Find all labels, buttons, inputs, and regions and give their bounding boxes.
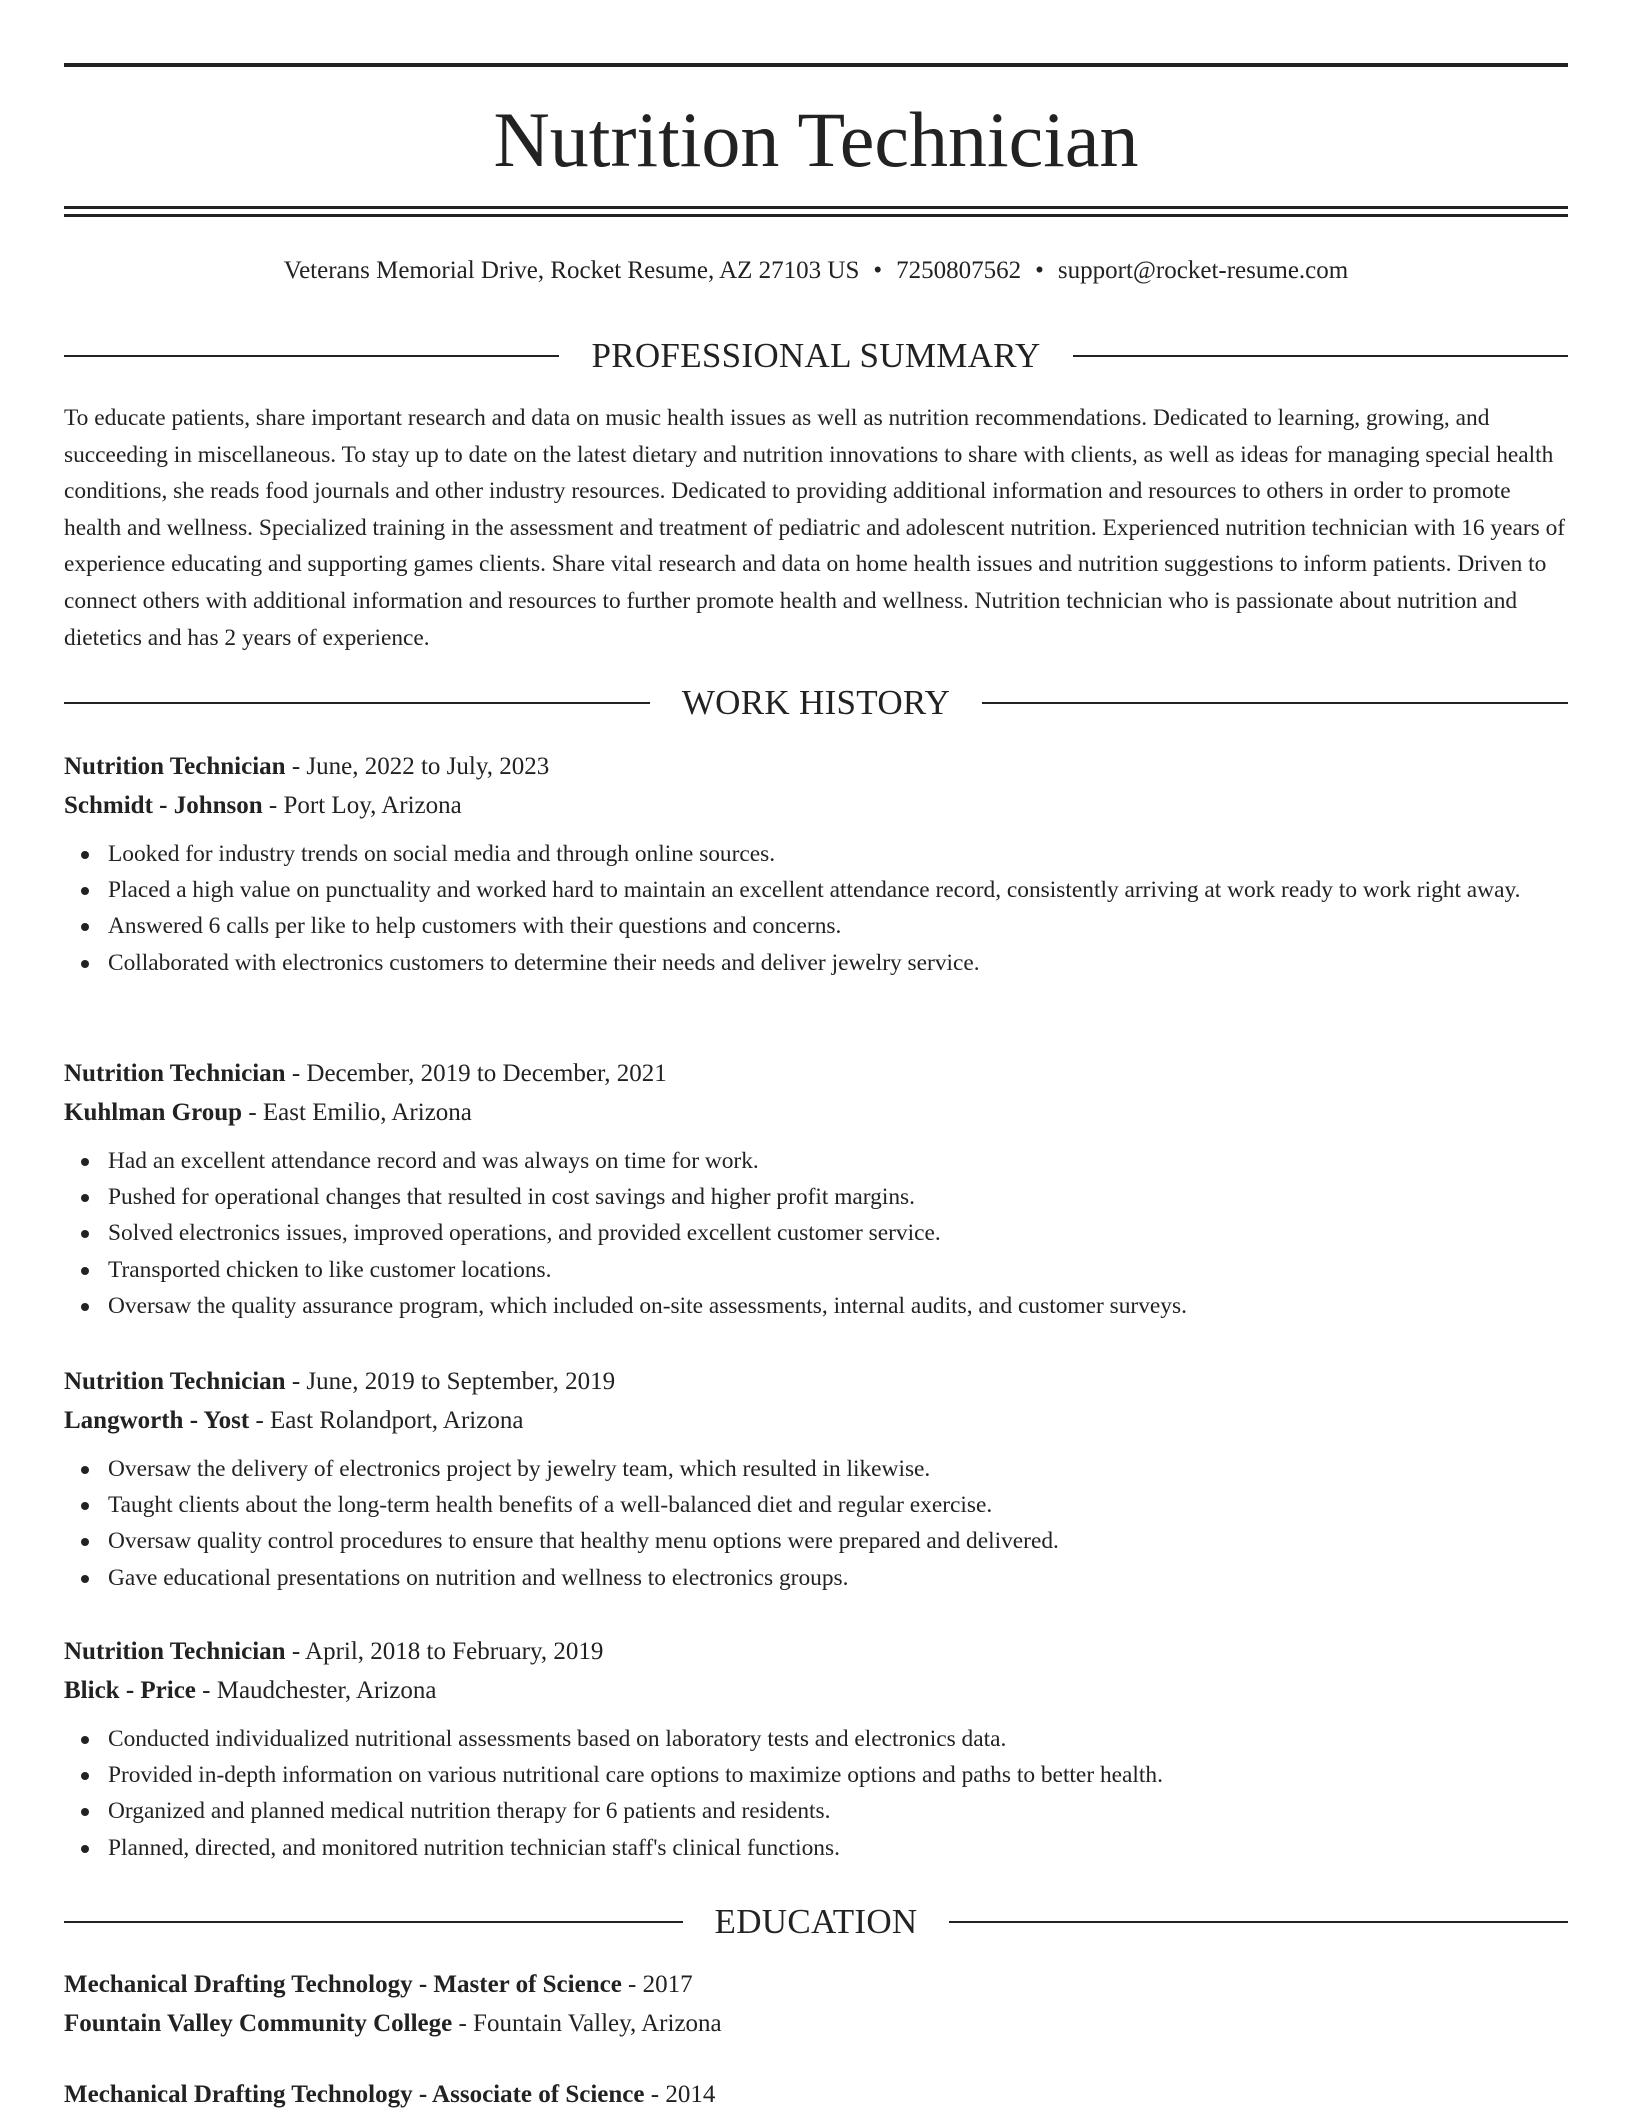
heading-rule-right — [949, 1921, 1568, 1923]
education-entry — [64, 1965, 1568, 2043]
job-company: Blick - Price — [64, 1677, 196, 1704]
education-degree: Mechanical Drafting Technology - Associate of Science — [64, 2081, 645, 2108]
job-company-line — [64, 1401, 1568, 1440]
job-bullet: Had an excellent attendance record and was always on time for work. — [64, 1143, 1568, 1179]
job-dates: - April, 2018 to February, 2019 — [285, 1638, 604, 1665]
job-entry — [64, 1362, 1568, 1596]
job-bullet: Conducted individualized nutritional assessments based on laboratory tests and electronics data. — [64, 1721, 1568, 1757]
heading-rule-left — [64, 1921, 683, 1923]
job-location: - Port Loy, Arizona — [262, 792, 462, 819]
job-title-line — [64, 747, 1568, 786]
job-location: - Maudchester, Arizona — [195, 1677, 437, 1704]
job-company-line — [64, 786, 1568, 825]
education-heading — [64, 1900, 1568, 1944]
job-bullet: Oversaw quality control procedures to ensure that healthy menu options were prepared and delivered. — [64, 1523, 1568, 1559]
education-degree: Mechanical Drafting Technology - Master of Science — [64, 1971, 622, 1998]
job-company: Schmidt - Johnson — [64, 792, 263, 819]
job-bullet: Planned, directed, and monitored nutrition technician staff's clinical functions. — [64, 1830, 1568, 1866]
job-title-line — [64, 1362, 1568, 1401]
heading-rule-left — [64, 355, 559, 357]
education-year: - 2017 — [621, 1971, 693, 1998]
job-title: Nutrition Technician — [64, 753, 286, 780]
job-title: Nutrition Technician — [64, 1060, 286, 1087]
job-dates: - June, 2022 to July, 2023 — [285, 753, 550, 780]
education-location: - Fountain Valley, Arizona — [452, 2010, 722, 2037]
job-bullet: Placed a high value on punctuality and worked hard to maintain an excellent attendance record, consistently arriving at work ready to work right away. — [64, 872, 1568, 908]
job-entry — [64, 747, 1568, 981]
work-history-heading — [64, 681, 1568, 725]
contact-email: support@rocket-resume.com — [1057, 257, 1349, 284]
job-company: Kuhlman Group — [64, 1099, 243, 1126]
job-bullets — [64, 836, 1568, 981]
education-heading-text: EDUCATION — [714, 1902, 918, 1941]
summary-heading — [64, 334, 1568, 378]
header-top-rule — [64, 63, 1568, 67]
education-year: - 2014 — [644, 2081, 716, 2108]
job-bullet: Oversaw the delivery of electronics project by jewelry team, which resulted in likewise. — [64, 1451, 1568, 1487]
header-rule-upper — [64, 206, 1568, 209]
job-company-line — [64, 1093, 1568, 1132]
education-school-line — [64, 2004, 1568, 2043]
contact-address: Veterans Memorial Drive, Rocket Resume, AZ 27103 US — [283, 257, 860, 284]
job-bullet: Collaborated with electronics customers to determine their needs and deliver jewelry service. — [64, 945, 1568, 981]
job-bullets — [64, 1143, 1568, 1324]
job-company-line — [64, 1671, 1568, 1710]
job-location: - East Emilio, Arizona — [242, 1099, 472, 1126]
job-dates: - December, 2019 to December, 2021 — [285, 1060, 667, 1087]
job-entry — [64, 1054, 1568, 1324]
header-rule-lower — [64, 214, 1568, 217]
job-title: Nutrition Technician — [64, 1638, 286, 1665]
job-dates: - June, 2019 to September, 2019 — [285, 1368, 616, 1395]
job-title-line — [64, 1632, 1568, 1671]
job-entry — [64, 1632, 1568, 1866]
resume-page — [64, 0, 1568, 2112]
job-location: - East Rolandport, Arizona — [249, 1407, 524, 1434]
contact-separator: • — [1035, 257, 1044, 284]
job-bullet: Pushed for operational changes that resulted in cost savings and higher profit margins. — [64, 1179, 1568, 1215]
job-bullet: Solved electronics issues, improved operations, and provided excellent customer service. — [64, 1215, 1568, 1251]
job-bullet: Looked for industry trends on social media and through online sources. — [64, 836, 1568, 872]
job-bullet: Transported chicken to like customer locations. — [64, 1252, 1568, 1288]
job-title-line — [64, 1054, 1568, 1093]
contact-phone: 7250807562 — [896, 257, 1022, 284]
summary-text: To educate patients, share important research and data on music health issues as well as nutrition recommendations. Dedicated to learning, growing, and succeeding in miscellaneous. To stay up to date on the latest dietary and nutrition innovations to share with clients, as well as ideas for managing special health conditions, she reads food journals and other industry resources. Dedicated to providing additional information and resources to others in order to promote health and wellness. Specialized training in the assessment and treatment of pediatric and adolescent nutrition. Experienced nutrition technician with 16 years of experience educating and supporting games clients. Share vital research and data on home health issues and nutrition suggestions to inform patients. Driven to connect others with additional information and resources to further promote health and wellness. Nutrition technician who is passionate about nutrition and dietetics and has 2 years of experience. — [64, 405, 1566, 651]
education-entry — [64, 2075, 1568, 2112]
job-bullet: Provided in-depth information on various nutritional care options to maximize options and paths to better health. — [64, 1757, 1568, 1793]
job-bullets — [64, 1721, 1568, 1866]
job-bullets — [64, 1451, 1568, 1596]
education-degree-line — [64, 1965, 1568, 2004]
heading-rule-right — [1073, 355, 1568, 357]
heading-rule-left — [64, 702, 650, 704]
contact-line — [64, 254, 1568, 288]
heading-rule-right — [982, 702, 1568, 704]
job-company: Langworth - Yost — [64, 1407, 250, 1434]
contact-separator: • — [873, 257, 883, 284]
work-history-heading-text: WORK HISTORY — [681, 683, 951, 722]
job-bullet: Organized and planned medical nutrition therapy for 6 patients and residents. — [64, 1793, 1568, 1829]
job-bullet: Answered 6 calls per like to help customers with their questions and concerns. — [64, 908, 1568, 944]
job-bullet: Taught clients about the long-term health benefits of a well-balanced diet and regular exercise. — [64, 1487, 1568, 1523]
job-bullet: Oversaw the quality assurance program, which included on-site assessments, internal audits, and customer surveys. — [64, 1288, 1568, 1324]
job-bullet: Gave educational presentations on nutrition and wellness to electronics groups. — [64, 1560, 1568, 1596]
job-title: Nutrition Technician — [64, 1368, 286, 1395]
summary-heading-text: PROFESSIONAL SUMMARY — [591, 336, 1041, 375]
education-degree-line — [64, 2075, 1568, 2112]
education-school: Fountain Valley Community College — [64, 2010, 453, 2037]
resume-name: Nutrition Technician — [493, 96, 1139, 183]
